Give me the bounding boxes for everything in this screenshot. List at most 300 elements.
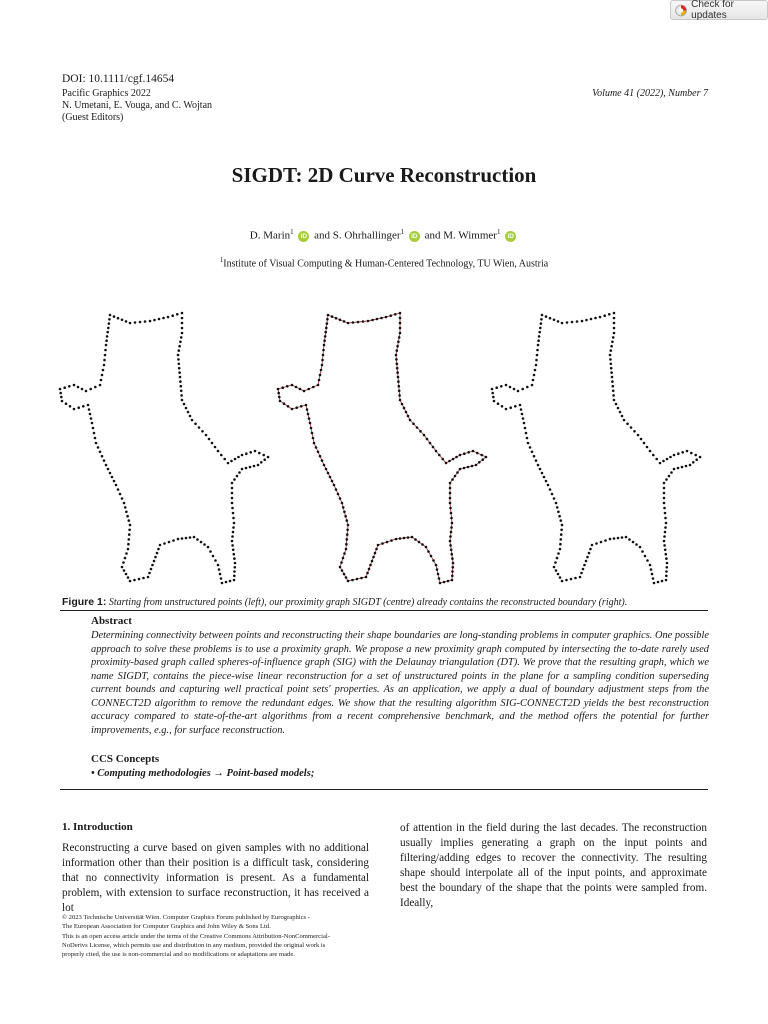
sample-point <box>97 446 100 449</box>
sample-point <box>565 579 568 582</box>
sample-point <box>533 455 536 458</box>
sample-point <box>441 458 444 461</box>
sample-point <box>177 354 180 357</box>
sample-point <box>409 419 412 422</box>
sample-point <box>448 460 451 463</box>
sample-point <box>523 422 526 425</box>
sample-point <box>380 317 383 320</box>
sample-point <box>180 336 183 339</box>
sample-point <box>233 579 236 582</box>
sample-point <box>385 316 388 319</box>
sample-point <box>303 390 306 393</box>
sample-point <box>179 341 182 344</box>
sample-point <box>322 354 325 357</box>
sample-point <box>534 369 537 372</box>
sample-point <box>399 327 402 330</box>
sample-point <box>344 515 347 518</box>
sample-point <box>451 570 454 573</box>
sample-point <box>557 573 560 576</box>
sample-point <box>451 553 454 556</box>
sample-point <box>178 367 181 370</box>
divider-top <box>60 610 708 611</box>
sample-point <box>425 546 428 549</box>
sample-point <box>291 408 294 411</box>
orcid-icon[interactable]: iD <box>409 231 420 242</box>
sample-point <box>233 570 236 573</box>
footnote-line: properly cited, the use is non-commercial and no modifications or adaptations are made. <box>62 951 295 959</box>
sample-point <box>346 538 349 541</box>
sample-point <box>472 450 475 453</box>
sample-point <box>456 471 459 474</box>
sample-point <box>127 548 130 551</box>
sample-point <box>661 580 664 583</box>
sample-point <box>101 455 104 458</box>
sample-point <box>357 321 360 324</box>
sample-point <box>231 492 234 495</box>
check-for-updates-label: Check for updates <box>691 0 734 21</box>
sample-point <box>633 430 636 433</box>
sample-point <box>449 535 452 538</box>
sample-point <box>121 497 124 500</box>
sample-point <box>521 413 524 416</box>
sample-point <box>611 341 614 344</box>
sample-point <box>111 476 114 479</box>
sample-point <box>320 369 323 372</box>
sample-point <box>237 456 240 459</box>
sample-point <box>390 539 393 542</box>
sample-point <box>549 488 552 491</box>
sample-point <box>399 312 402 315</box>
sample-point <box>625 536 628 539</box>
sample-point <box>652 577 655 580</box>
sample-point <box>279 400 282 403</box>
sample-point <box>317 384 320 387</box>
sample-point <box>105 464 108 467</box>
sample-point <box>234 458 237 461</box>
sample-point <box>397 380 400 383</box>
sample-point <box>180 390 183 393</box>
sample-point <box>435 564 438 567</box>
sample-point <box>663 535 666 538</box>
doi-text[interactable]: DOI: 10.1111/cgf.14654 <box>62 73 175 85</box>
sample-point <box>231 544 234 547</box>
sample-point <box>560 529 563 532</box>
sample-point <box>94 386 97 389</box>
cat-points-left <box>50 305 275 590</box>
sample-point <box>588 552 591 555</box>
sample-point <box>263 458 266 461</box>
sample-point <box>283 402 286 405</box>
sample-point <box>686 450 689 453</box>
sample-point <box>286 385 289 388</box>
sample-point <box>339 566 342 569</box>
sample-point <box>117 317 120 320</box>
sample-point <box>200 541 203 544</box>
sample-point <box>432 446 435 449</box>
sample-point <box>665 553 668 556</box>
sample-point <box>666 562 669 565</box>
sample-point <box>396 345 399 348</box>
author-sup: 1 <box>400 228 405 236</box>
sample-point <box>185 407 188 410</box>
sample-point <box>599 316 602 319</box>
sample-point <box>559 543 562 546</box>
sample-point <box>405 411 408 414</box>
sample-point <box>663 507 666 510</box>
sample-point <box>193 536 196 539</box>
sample-point <box>225 581 228 584</box>
figure-caption <box>62 596 627 608</box>
sample-point <box>125 511 128 514</box>
sample-point <box>181 312 184 315</box>
ccs-heading: CCS Concepts <box>91 753 160 765</box>
sample-point <box>608 313 611 316</box>
sample-point <box>673 454 676 457</box>
sample-point <box>295 386 298 389</box>
sample-point <box>652 454 655 457</box>
orcid-icon[interactable]: iD <box>298 231 309 242</box>
sample-point <box>343 552 346 555</box>
sample-point <box>560 533 563 536</box>
sample-point <box>513 388 516 391</box>
sample-point <box>227 462 230 465</box>
sample-point <box>555 502 558 505</box>
sample-point <box>105 339 108 342</box>
sample-point <box>543 476 546 479</box>
sample-point <box>324 335 327 338</box>
sample-point <box>277 388 280 391</box>
footnote-line: © 2023 Technische Universität Wien. Computer Graphics Forum published by Eurographics - <box>62 914 310 921</box>
sample-point <box>196 538 199 541</box>
sample-point <box>398 394 401 397</box>
sample-point <box>540 318 543 321</box>
sample-point <box>181 399 184 402</box>
sample-point <box>381 542 384 545</box>
sample-point <box>233 553 236 556</box>
sample-point <box>113 480 116 483</box>
sample-point <box>662 460 665 463</box>
sample-point <box>113 315 116 318</box>
sample-point <box>412 423 415 426</box>
sample-point <box>99 451 102 454</box>
sample-point <box>150 568 153 571</box>
sample-point <box>521 388 524 391</box>
sample-point <box>685 465 688 468</box>
sample-point <box>59 392 62 395</box>
sample-point <box>342 557 345 560</box>
sample-point <box>646 446 649 449</box>
sample-point <box>612 390 615 393</box>
sample-point <box>179 376 182 379</box>
sample-point <box>566 321 569 324</box>
conference-text: Pacific Graphics 2022 <box>62 88 151 99</box>
sample-point <box>311 432 314 435</box>
sample-point <box>360 577 363 580</box>
sample-point <box>234 562 237 565</box>
sample-point <box>233 522 236 525</box>
sample-point <box>677 467 680 470</box>
sample-point <box>532 379 535 382</box>
sample-point <box>475 464 478 467</box>
sample-point <box>232 526 235 529</box>
sample-point <box>122 561 125 564</box>
sample-point <box>198 426 201 429</box>
sample-point <box>60 396 63 399</box>
sample-point <box>418 541 421 544</box>
sample-point <box>585 319 588 322</box>
sample-point <box>310 427 313 430</box>
sample-point <box>129 524 132 527</box>
sample-point <box>232 512 235 515</box>
sample-point <box>148 572 151 575</box>
sample-point <box>586 556 589 559</box>
sample-point <box>159 544 162 547</box>
sample-point <box>205 434 208 437</box>
sample-point <box>505 408 508 411</box>
sample-point <box>663 502 666 505</box>
sample-point <box>467 451 470 454</box>
sample-point <box>695 458 698 461</box>
sample-point <box>231 487 234 490</box>
sample-point <box>95 442 98 445</box>
sample-point <box>185 537 188 540</box>
sample-point <box>351 579 354 582</box>
sample-point <box>430 555 433 558</box>
sample-point <box>556 506 559 509</box>
sample-point <box>232 549 235 552</box>
abstract-heading: Abstract <box>91 615 132 627</box>
sample-point <box>416 426 419 429</box>
sample-point <box>535 359 538 362</box>
sample-point <box>103 459 106 462</box>
sample-point <box>612 336 615 339</box>
sample-point <box>181 537 184 540</box>
sample-point <box>236 475 239 478</box>
sample-point <box>533 374 536 377</box>
sample-point <box>305 404 308 407</box>
sample-point <box>664 526 667 529</box>
sample-point <box>90 417 93 420</box>
sample-point <box>450 512 453 515</box>
sample-point <box>211 442 214 445</box>
cat-reconstruction-right <box>482 305 717 590</box>
sample-point <box>615 403 618 406</box>
sample-point <box>501 405 504 408</box>
sample-point <box>445 462 448 465</box>
sample-point <box>68 385 71 388</box>
sample-point <box>365 576 368 579</box>
sample-point <box>637 434 640 437</box>
sample-point <box>396 371 399 374</box>
sample-point <box>234 566 237 569</box>
sample-point <box>396 367 399 370</box>
sample-point <box>233 575 236 578</box>
sample-point <box>231 535 234 538</box>
sample-point <box>665 575 668 578</box>
sample-point <box>326 322 329 325</box>
sample-point <box>219 573 222 576</box>
sample-point <box>217 564 220 567</box>
sample-point <box>583 564 586 567</box>
sample-point <box>65 402 68 405</box>
sample-point <box>129 322 132 325</box>
sample-point <box>449 540 452 543</box>
sample-point <box>371 319 374 322</box>
sample-point <box>663 497 666 500</box>
orcid-icon[interactable]: iD <box>505 231 516 242</box>
sample-point <box>692 461 695 464</box>
sample-point <box>181 322 184 325</box>
footnote-line: NoDerivs License, which permits use and distribution in any medium, provided the original work is <box>62 941 326 949</box>
sample-point <box>443 581 446 584</box>
sample-point <box>260 461 263 464</box>
sample-point <box>322 349 325 352</box>
sample-point <box>537 339 540 342</box>
sample-point <box>610 345 613 348</box>
sample-point <box>591 544 594 547</box>
sample-point <box>454 475 457 478</box>
sample-point <box>347 322 350 325</box>
cat-sigdt-centre <box>268 305 493 590</box>
sample-point <box>134 321 137 324</box>
sample-point <box>559 576 562 579</box>
sample-point <box>491 388 494 391</box>
sample-point <box>180 385 183 388</box>
sample-point <box>463 452 466 455</box>
sample-point <box>220 454 223 457</box>
sample-point <box>335 317 338 320</box>
sample-point <box>323 344 326 347</box>
sample-point <box>398 385 401 388</box>
sample-point <box>102 369 105 372</box>
sample-point <box>651 573 654 576</box>
sample-point <box>663 482 666 485</box>
sample-point <box>452 562 455 565</box>
sample-point <box>621 415 624 418</box>
sample-point <box>609 354 612 357</box>
sample-point <box>369 564 372 567</box>
sample-point <box>375 548 378 551</box>
sample-point <box>514 405 517 408</box>
sample-point <box>694 454 697 457</box>
sample-point <box>451 522 454 525</box>
sample-point <box>423 434 426 437</box>
sample-point <box>372 556 375 559</box>
sample-point <box>77 386 80 389</box>
sample-point <box>665 579 668 582</box>
sample-point <box>407 536 410 539</box>
sample-point <box>517 390 520 393</box>
sample-point <box>362 320 365 323</box>
sample-point <box>524 427 527 430</box>
sample-point <box>561 524 564 527</box>
sample-point <box>619 411 622 414</box>
sample-point <box>621 536 624 539</box>
sample-point <box>356 578 359 581</box>
ccs-items: • Computing methodologies → Point-based models; <box>91 768 315 779</box>
sample-point <box>99 384 102 387</box>
sample-point <box>539 327 542 330</box>
sample-point <box>168 541 171 544</box>
sample-point <box>664 512 667 515</box>
sample-point <box>176 313 179 316</box>
sample-point <box>335 488 338 491</box>
sample-point <box>644 555 647 558</box>
sample-point <box>178 363 181 366</box>
check-for-updates-button[interactable] <box>670 0 768 20</box>
sample-point <box>331 480 334 483</box>
sample-point <box>231 507 234 510</box>
sample-point <box>450 549 453 552</box>
sample-point <box>399 537 402 540</box>
sample-point <box>531 384 534 387</box>
sample-point <box>664 531 667 534</box>
sample-point <box>493 400 496 403</box>
sample-point <box>666 566 669 569</box>
sample-point <box>603 314 606 317</box>
sample-point <box>396 349 399 352</box>
sample-point <box>689 464 692 467</box>
sample-point <box>139 321 142 324</box>
sample-point <box>447 580 450 583</box>
sample-point <box>241 468 244 471</box>
sample-point <box>401 403 404 406</box>
sample-point <box>525 432 528 435</box>
sample-point <box>295 406 298 409</box>
sample-point <box>617 537 620 540</box>
footnote-line: This is an open access article under the terms of the Creative Commons Attribution-NonCommercial- <box>62 932 330 940</box>
sample-point <box>561 322 564 325</box>
sample-point <box>189 536 192 539</box>
sample-point <box>125 573 128 576</box>
sample-point <box>538 335 541 338</box>
sample-point <box>547 484 550 487</box>
sample-point <box>668 475 671 478</box>
sample-point <box>189 415 192 418</box>
sample-point <box>669 456 672 459</box>
sample-point <box>492 396 495 399</box>
sample-point <box>665 557 668 560</box>
sample-point <box>576 320 579 323</box>
sample-point <box>617 407 620 410</box>
sample-point <box>394 313 397 316</box>
sample-point <box>221 582 224 585</box>
sample-point <box>277 392 280 395</box>
sample-point <box>127 576 130 579</box>
sample-point <box>604 539 607 542</box>
sample-point <box>309 422 312 425</box>
sample-point <box>123 502 126 505</box>
sample-point <box>403 407 406 410</box>
sample-point <box>582 568 585 571</box>
sample-point <box>217 450 220 453</box>
sample-point <box>172 539 175 542</box>
sample-point <box>89 388 92 391</box>
sample-point <box>287 405 290 408</box>
sample-point <box>553 497 556 500</box>
sample-point <box>398 390 401 393</box>
sample-point <box>347 524 350 527</box>
sample-point <box>397 376 400 379</box>
sample-point <box>115 484 118 487</box>
abstract-text: Determining connectivity between points and reconstructing their shape boundaries are long-standing problems in computer graphics. One possible approach to solve these problems is to use a proximity graph. We propose a new proximity graph computed by intersecting the to-date rarely used proximity-based graph called spheres-of-influence graph (SIG) with the Delaunay triangulation (DT). We prove that the resulting graph, which we name SIGDT, contains the piece-wise linear reconstruction for a set of unstructured points in the plane for a sampling condition superseding current bounds and capturing well practical point sets' properties. As an application, we apply a dual of boundary adjustment steps from the CONNECT2D algorithm to remove the redundant edges. We show that the resulting algorithm SIG-CONNECT2D yields the best reconstruction accuracy compared to state-of-the-art algorithms from a recent comprehensive benchmark, and the method offers the potential for further improvements, e.g., for surface reconstruction. <box>91 630 709 736</box>
sample-point <box>231 502 234 505</box>
sample-point <box>519 404 522 407</box>
sample-point <box>307 413 310 416</box>
sample-point <box>121 566 124 569</box>
sample-point <box>541 472 544 475</box>
sample-point <box>82 405 85 408</box>
